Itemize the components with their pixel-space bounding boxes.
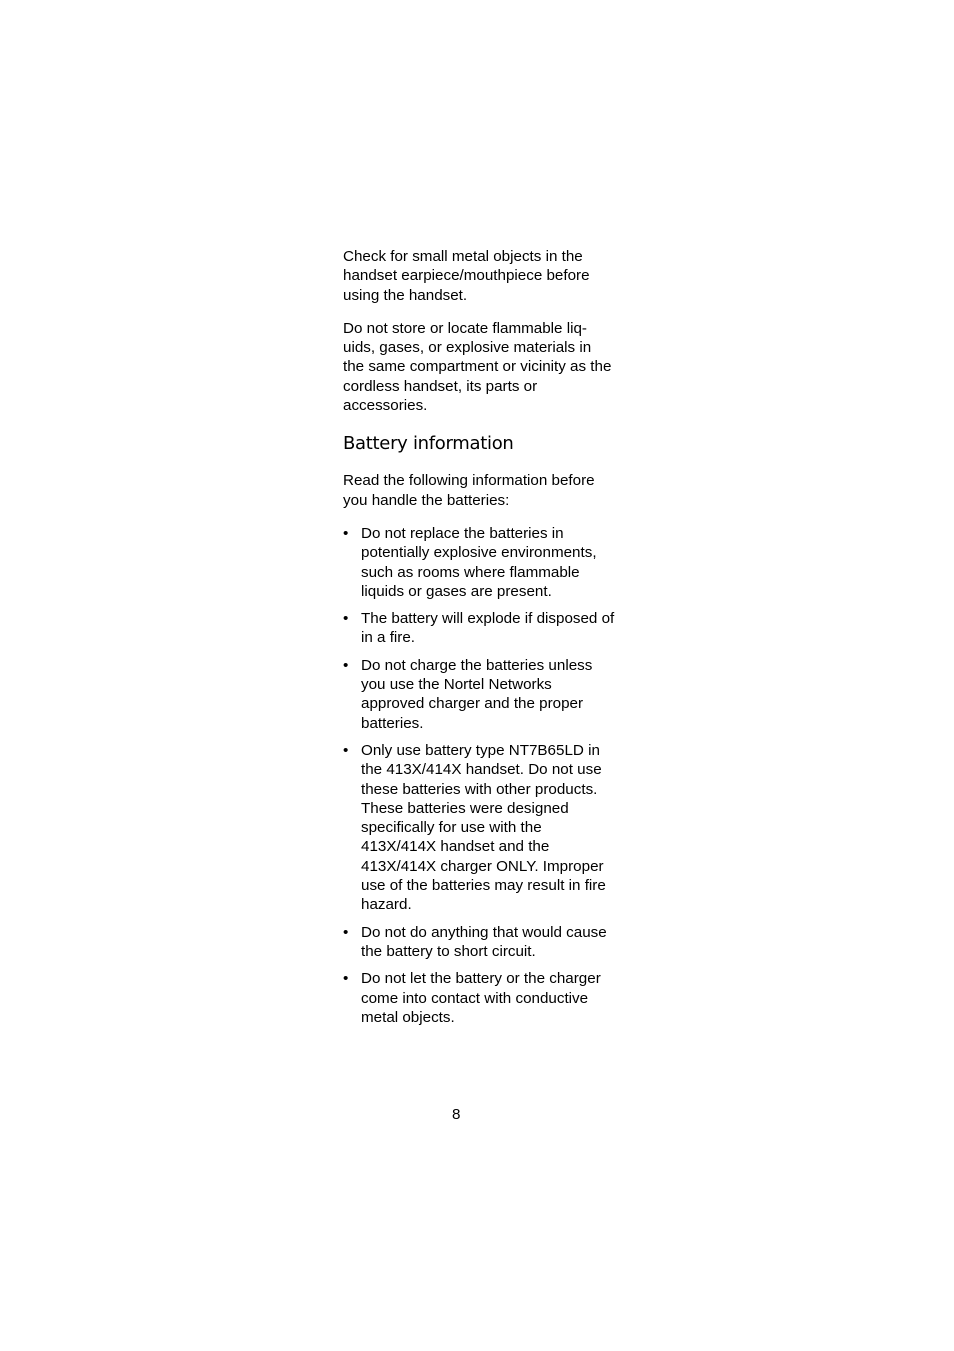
safety-paragraph-metal-objects: Check for small metal objects in the handset earpiece/mouthpiece before using the handset. xyxy=(343,248,590,304)
section-heading: Battery information xyxy=(343,433,514,455)
list-item xyxy=(343,741,615,915)
page-number: 8 xyxy=(452,1106,461,1123)
bullet-mark: • xyxy=(343,970,349,988)
bullet-mark: • xyxy=(343,656,349,674)
bullet-text: Do not replace the batteries in potentially explosive environments, such as rooms where flammable liquids or gases are present. xyxy=(361,524,597,600)
battery-bullet-list xyxy=(343,524,615,1027)
bullet-mark: • xyxy=(343,524,349,542)
list-item xyxy=(343,923,615,962)
bullet-text: Do not let the battery or the charger come into contact with conductive metal objects. xyxy=(361,970,601,1026)
list-item xyxy=(343,609,615,648)
battery-intro: Read the following information before you handle the batteries: xyxy=(343,472,595,509)
safety-paragraph-flammable: Do not store or locate flammable liq-uids, gases, or explosive materials in the same compartment or vicinity as the cordless handset, its parts or accessories. xyxy=(343,319,612,415)
list-item xyxy=(343,656,615,733)
bullet-text: Do not do anything that would cause the battery to short circuit. xyxy=(361,923,607,960)
document-body xyxy=(343,247,615,1035)
bullet-mark: • xyxy=(343,741,349,759)
list-item xyxy=(343,524,615,601)
list-item xyxy=(343,969,615,1027)
bullet-text: The battery will explode if disposed of in a fire. xyxy=(361,610,615,647)
bullet-mark: • xyxy=(343,610,349,628)
bullet-mark: • xyxy=(343,923,349,941)
bullet-text: Only use battery type NT7B65LD in the 413X/414X handset. Do not use these batteries with other products. These batteries were designed specifically for use with the 413X/414X handset and the 413X/414X charger ONLY. Improper use of the batteries may result in fire hazard. xyxy=(361,741,606,914)
bullet-text: Do not charge the batteries unless you use the Nortel Networks approved charger and the proper batteries. xyxy=(361,656,593,732)
